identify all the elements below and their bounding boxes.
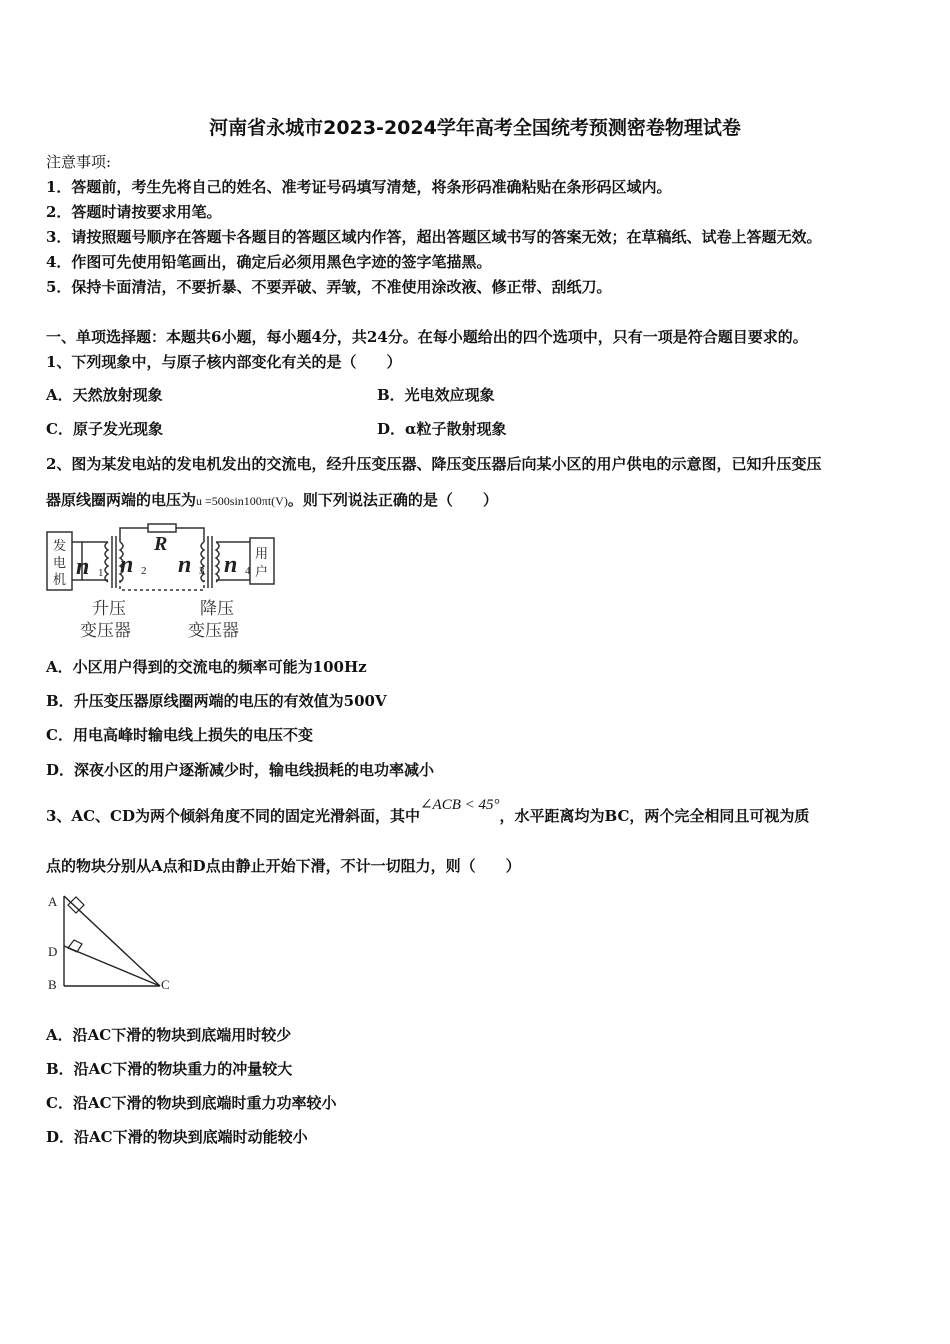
user-char: 户 [255, 564, 269, 579]
question-2-stem-line1: 2、图为某发电站的发电机发出的交流电，经升压变压器、降压变压器后向某小区的用户供电的示意图，已知升压变压 [46, 455, 822, 473]
resistor [148, 524, 176, 532]
question-3-stem-line2: 点的物块分别从A点和D点由静止开始下滑，不计一切阻力，则（ ） [46, 857, 521, 875]
coil-subscript: 3 [199, 565, 205, 577]
coil-subscript: 2 [141, 565, 147, 577]
q3-stem-prefix: 3、AC、CD为两个倾斜角度不同的固定光滑斜面，其中 [46, 807, 420, 825]
q1-option-d: D．α粒子散射现象 [377, 420, 507, 438]
generator-char: 电 [53, 555, 67, 570]
q3-option-c: C．沿AC下滑的物块到底端时重力功率较小 [46, 1094, 337, 1112]
point-label-b: B [48, 977, 57, 992]
q2-stem-prefix: 器原线圈两端的电压为 [46, 491, 197, 509]
question-1-stem: 1、下列现象中，与原子核内部变化有关的是（ ） [46, 353, 402, 371]
q1-option-a: A．天然放射现象 [46, 386, 163, 404]
notice-item: 1．答题前，考生先将自己的姓名、准考证号码填写清楚，将条形码准确粘贴在条形码区域内。 [46, 178, 672, 196]
notice-item: 2．答题时请按要求用笔。 [46, 203, 222, 221]
generator-char: 机 [53, 572, 67, 587]
q1-option-c: C．原子发光现象 [46, 420, 163, 438]
q2-option-d: D．深夜小区的用户逐渐减少时，输电线损耗的电功率减小 [46, 761, 435, 779]
coil-subscript: 4 [245, 565, 251, 577]
notice-item: 4．作图可先使用铅笔画出，确定后必须用黑色字迹的签字笔描黑。 [46, 253, 492, 271]
q3-stem-suffix: ，水平距离均为BC，两个完全相同且可视为质 [499, 807, 810, 825]
point-label-c: C [161, 977, 170, 992]
coil-subscript: 1 [98, 567, 104, 579]
notice-heading: 注意事项: [46, 153, 112, 171]
q3-option-a: A．沿AC下滑的物块到底端用时较少 [46, 1026, 292, 1044]
question-2-stem-line2 [46, 490, 498, 511]
q1-option-b: B．光电效应现象 [377, 386, 495, 404]
section-heading: 一、单项选择题：本题共6小题，每小题4分，共24分。在每小题给出的四个选项中，只有一项是符合题目要求的。 [46, 328, 808, 346]
page-title: 河南省永城市2023-2024学年高考全国统考预测密卷物理试卷 [209, 117, 741, 139]
q2-option-b: B．升压变压器原线圈两端的电压的有效值为500V [46, 692, 387, 710]
notice-item: 5．保持卡面清洁，不要折暴、不要弄破、弄皱，不准使用涂改液、修正带、刮纸刀。 [46, 278, 612, 296]
notice-item: 3．请按照题号顺序在答题卡各题目的答题区域内作答，超出答题区域书写的答案无效；在草稿纸、试卷上答题无效。 [46, 228, 822, 246]
step-up-label: 升压 [92, 599, 126, 618]
generator-char: 发 [53, 538, 67, 553]
coil-label: n [224, 552, 238, 578]
user-char: 用 [255, 546, 269, 561]
question-3-stem-line1 [46, 797, 810, 827]
q2-formula: u =500sin100πt(V) [196, 494, 288, 508]
q2-option-c: C．用电高峰时输电线上损失的电压不变 [46, 726, 313, 744]
q2-option-a: A．小区用户得到的交流电的频率可能为100Hz [46, 658, 367, 676]
q3-formula: ∠ACB < 45° [419, 797, 500, 813]
coil-n4 [216, 542, 219, 582]
coil-n1 [105, 542, 108, 582]
q2-stem-suffix: 。则下列说法正确的是（ ） [287, 491, 498, 509]
resistor-label: R [154, 533, 168, 555]
transformer-circuit-figure [44, 520, 280, 642]
incline-triangle-figure [44, 888, 174, 996]
point-label-d: D [48, 944, 58, 959]
q3-option-b: B．沿AC下滑的物块重力的冲量较大 [46, 1060, 293, 1078]
step-down-label: 降压 [200, 599, 234, 618]
coil-label: n [120, 552, 134, 578]
step-down-label: 变压器 [188, 621, 239, 640]
point-label-a: A [48, 894, 58, 909]
step-up-label: 变压器 [80, 621, 131, 640]
coil-label: n [76, 554, 90, 580]
coil-label: n [178, 552, 192, 578]
q3-option-d: D．沿AC下滑的物块到底端时动能较小 [46, 1128, 308, 1146]
